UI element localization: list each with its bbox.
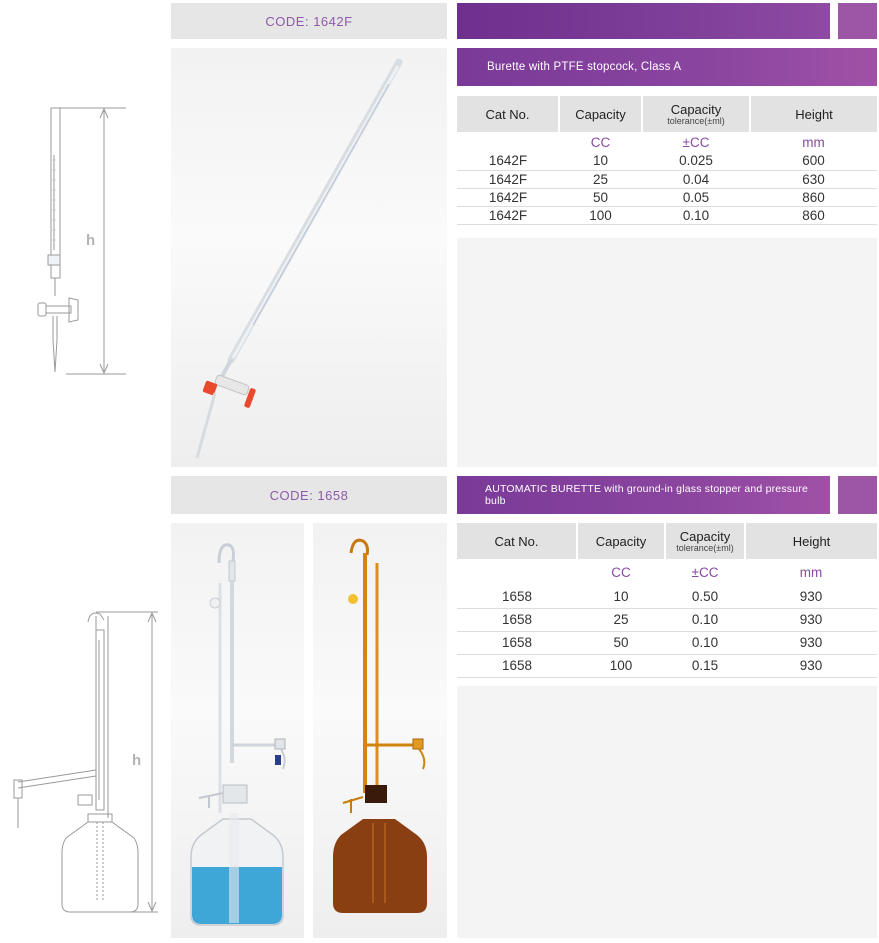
cell-cat: 1642F: [457, 206, 559, 224]
cell-cat: 1658: [457, 608, 577, 631]
spec-table-1642f: [457, 96, 877, 231]
table-row: [457, 585, 877, 608]
cell-height: 930: [745, 585, 877, 608]
cell-tolerance: 0.10: [665, 631, 745, 654]
code-label: CODE: 1642F: [265, 13, 353, 29]
cell-capacity: 50: [559, 188, 642, 206]
header-tolerance-sub: tolerance(±ml): [676, 543, 734, 553]
cell-height: 860: [750, 188, 877, 206]
cell-height: 860: [750, 206, 877, 224]
header-height: Height: [745, 523, 877, 559]
unit-cat: [457, 559, 577, 585]
automatic-burette-amber-photo: [313, 523, 447, 938]
cell-cat: 1642F: [457, 152, 559, 170]
product-title: AUTOMATIC BURETTE with ground-in glass stopper and pressure bulb: [485, 483, 809, 507]
cell-tolerance: 0.10: [665, 608, 745, 631]
cell-capacity: 10: [559, 152, 642, 170]
title-purple-square: [838, 476, 877, 514]
cell-height: 930: [745, 654, 877, 677]
header-height: Height: [750, 96, 877, 132]
table-row: [457, 206, 877, 224]
empty-panel-2: [457, 686, 877, 938]
cell-tolerance: 0.025: [642, 152, 750, 170]
unit-height: mm: [802, 134, 825, 150]
automatic-burette-line-drawing: [0, 600, 170, 920]
header-cat-no: Cat No.: [457, 523, 577, 559]
header-tolerance-label: Capacity: [670, 102, 722, 117]
header-capacity: Capacity: [559, 96, 642, 132]
cell-tolerance: 0.15: [665, 654, 745, 677]
table-row: [457, 170, 877, 188]
code-label: CODE: 1658: [269, 487, 349, 503]
burette-line-drawing: [20, 100, 130, 385]
code-1642f-bar: [171, 3, 447, 39]
header-purple-square: [838, 3, 877, 39]
cell-capacity: 10: [577, 585, 665, 608]
table-row: [457, 631, 877, 654]
cell-tolerance: 0.04: [642, 170, 750, 188]
cell-tolerance: 0.50: [665, 585, 745, 608]
product-title-bar: [457, 476, 830, 514]
unit-height: mm: [799, 564, 823, 580]
unit-tolerance: ±CC: [691, 564, 719, 580]
cell-cat: 1642F: [457, 170, 559, 188]
code-1658-bar: [171, 476, 447, 514]
cell-capacity: 100: [577, 654, 665, 677]
unit-capacity: CC: [611, 564, 631, 580]
cell-tolerance: 0.05: [642, 188, 750, 206]
cell-cat: 1658: [457, 654, 577, 677]
header-cat-no: Cat No.: [457, 96, 559, 132]
height-dimension-label: h: [86, 232, 96, 249]
burette-photo: [171, 48, 447, 467]
product-title: Burette with PTFE stopcock, Class A: [487, 61, 682, 73]
cell-cat: 1642F: [457, 188, 559, 206]
table-row: [457, 654, 877, 677]
cell-capacity: 25: [559, 170, 642, 188]
header-tolerance-label: Capacity: [679, 529, 731, 544]
unit-capacity: CC: [590, 134, 611, 150]
cell-height: 930: [745, 631, 877, 654]
product-title-bar: [457, 48, 877, 86]
cell-height: 630: [750, 170, 877, 188]
cell-cat: 1658: [457, 585, 577, 608]
cell-cat: 1658: [457, 631, 577, 654]
header-capacity: Capacity: [577, 523, 665, 559]
header-tolerance: [665, 523, 745, 559]
cell-capacity: 50: [577, 631, 665, 654]
table-row: [457, 152, 877, 170]
unit-cat: [457, 132, 559, 152]
header-tolerance-sub: tolerance(±ml): [667, 116, 725, 126]
empty-panel-1: [457, 238, 877, 467]
header-tolerance: [642, 96, 750, 132]
automatic-burette-clear-photo: [171, 523, 304, 938]
cell-capacity: 25: [577, 608, 665, 631]
unit-tolerance: ±CC: [682, 134, 710, 150]
header-purple-bar: [457, 3, 830, 39]
cell-height: 930: [745, 608, 877, 631]
cell-capacity: 100: [559, 206, 642, 224]
cell-height: 600: [750, 152, 877, 170]
height-dimension-label: h: [132, 752, 142, 769]
table-row: [457, 188, 877, 206]
cell-tolerance: 0.10: [642, 206, 750, 224]
table-row: [457, 608, 877, 631]
spec-table-1658: [457, 523, 877, 678]
